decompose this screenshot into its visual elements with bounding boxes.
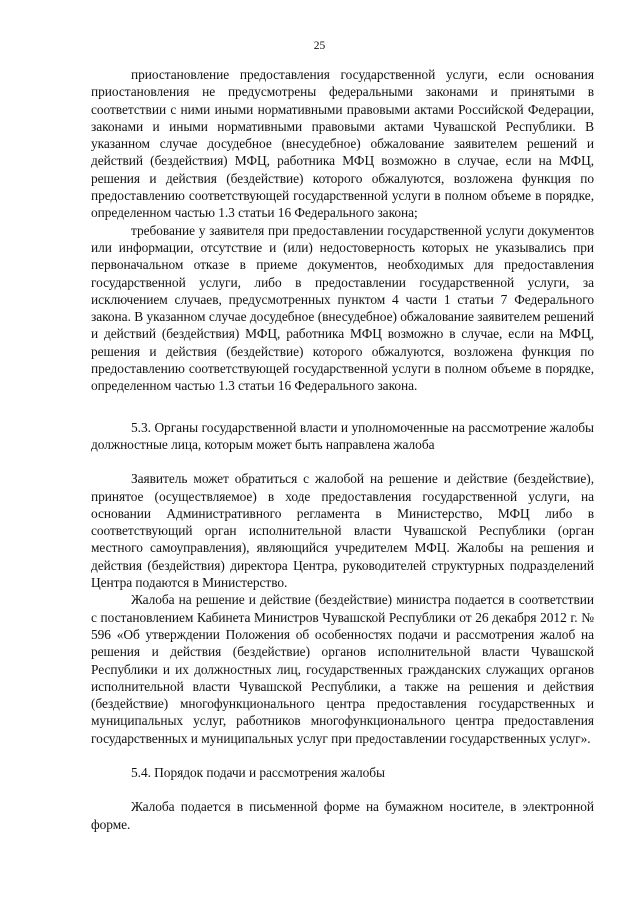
section-heading-5-4: 5.4. Порядок подачи и рассмотрения жалобы [131,764,385,780]
spacer [91,395,594,419]
paragraph-complaint-recipients: Заявитель может обратиться с жалобой на решение и действие (бездействие), принятое (осуществляемое) в ходе предоставления государственной услуги, на основании Административного регламента в Министерство, МФЦ либо в соответствующий орган исполнительной власти Чувашской Республики (орган местного самоуправления), являющийся учредителем МФЦ. Жалобы на решения и действия (бездействия) директора Центра, руководителей структурных подразделений Центра подаются в Министерство. [91,471,594,591]
paragraph-complaint-form: Жалоба подается в письменной форме на бумажном носителе, в электронной форме. [91,799,594,832]
page-content [91,66,594,833]
section-heading-5-3: 5.3. Органы государственной власти и уполномоченные на рассмотрение жалобы должностные лица, которым может быть направлена жалоба [91,419,594,452]
paragraph-minister-complaint: Жалоба на решение и действие (бездействие) министра подается в соответствии с постановлением Кабинета Министров Чувашской Республики от 26 декабря 2012 г. № 596 «Об утверждении Положения об особенностях подачи и рассмотрения жалоб на решения и действия (бездействие) органов исполнительной власти Чувашской Республики и их должностных лиц, государственных гражданских служащих органов исполнительной власти Чувашской Республики, а также на решения и действия (бездействие) многофункционального центра предоставления государственных и муниципальных услуг, работников многофункционального центра предоставления государственных и муниципальных услуг при предоставлении государственных услуг». [91,592,594,746]
spacer [91,781,594,798]
spacer [91,453,594,470]
page-number: 25 [313,40,326,52]
paragraph-suspension-grounds: приостановление предоставления государственной услуги, если основания приостановления не предусмотрены федеральными законами и принятыми в соответствии с ними иными нормативными правовыми актами Российской Федерации, законами и иными нормативными правовыми актами Чувашской Республики. В указанном случае досудебное (внесудебное) обжалование заявителем решений и действий (бездействия) МФЦ, работника МФЦ возможно в случае, если на МФЦ, решения и действия (бездействие) которого обжалуются, возложена функция по предоставлению соответствующей государственной услуги в полном объеме в порядке, определенном частью 1.3 статьи 16 Федерального закона; [91,67,594,221]
spacer [91,747,594,764]
paragraph-document-requirement: требование у заявителя при предоставлении государственной услуги документов или информации, отсутствие и (или) недостоверность которых не указывались при первоначальном отказе в приеме документов, необходимых для предоставления государственной услуги, либо в предоставлении государственной услуги, за исключением случаев, предусмотренных пунктом 4 части 1 статьи 7 Федерального закона. В указанном случае досудебное (внесудебное) обжалование заявителем решений и действий (бездействия) МФЦ, работника МФЦ возможно в случае, если на МФЦ, решения и действия (бездействие) которого обжалуются, возложена функция по предоставлению соответствующей государственной услуги в полном объеме в порядке, определенном частью 1.3 статьи 16 Федерального закона. [91,222,594,394]
